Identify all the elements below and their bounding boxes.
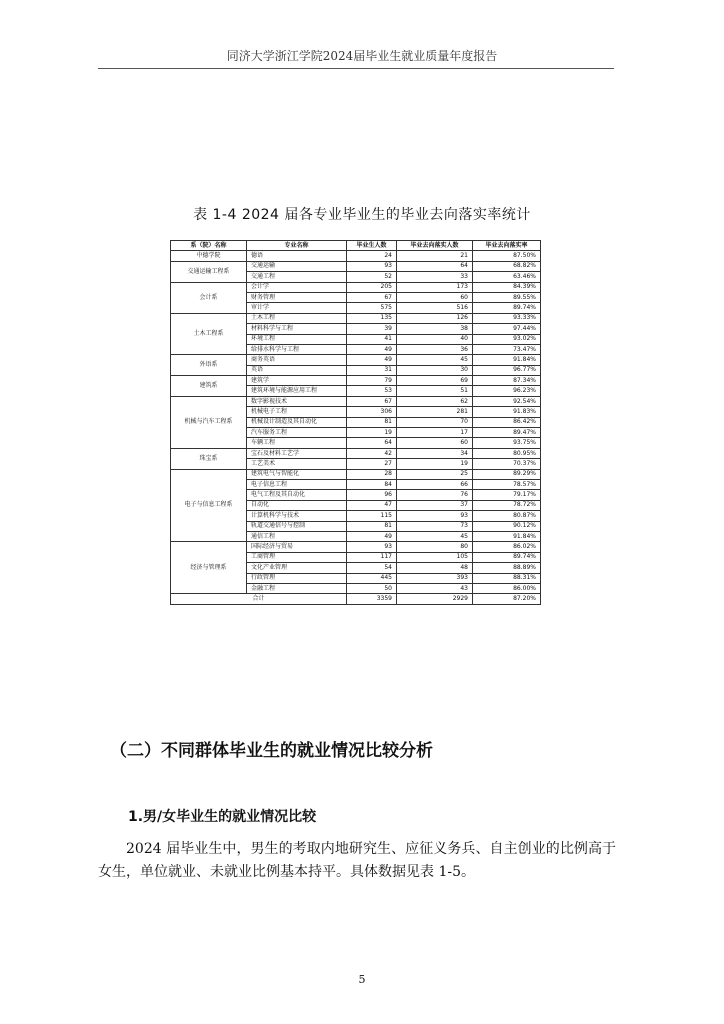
department-cell: 土木工程系 xyxy=(171,313,247,355)
table-total-row xyxy=(171,594,541,604)
table-row xyxy=(171,355,541,365)
rate-cell: 96.77% xyxy=(473,365,541,375)
rate-cell: 92.54% xyxy=(473,396,541,406)
placed-cell: 21 xyxy=(397,251,473,261)
major-cell: 给排水科学与工程 xyxy=(247,344,347,354)
table-row xyxy=(171,469,541,479)
total-graduates-cell: 3359 xyxy=(347,594,397,604)
major-cell: 车辆工程 xyxy=(247,438,347,448)
major-cell: 宝石及材料工艺学 xyxy=(247,448,347,458)
placed-cell: 43 xyxy=(397,583,473,593)
rate-cell: 89.55% xyxy=(473,292,541,302)
major-cell: 材料科学与工程 xyxy=(247,324,347,334)
graduates-cell: 42 xyxy=(347,448,397,458)
department-cell: 交通运输工程系 xyxy=(171,261,247,282)
rate-cell: 80.87% xyxy=(473,511,541,521)
rate-cell: 91.84% xyxy=(473,531,541,541)
rate-cell: 68.82% xyxy=(473,261,541,271)
graduates-cell: 27 xyxy=(347,459,397,469)
rate-cell: 93.02% xyxy=(473,334,541,344)
graduates-cell: 96 xyxy=(347,490,397,500)
department-cell: 经济与管理系 xyxy=(171,542,247,594)
major-cell: 土木工程 xyxy=(247,313,347,323)
graduates-cell: 49 xyxy=(347,355,397,365)
placed-cell: 105 xyxy=(397,552,473,562)
column-header: 毕业去向落实人数 xyxy=(397,241,473,251)
major-cell: 交通运输 xyxy=(247,261,347,271)
graduates-cell: 81 xyxy=(347,521,397,531)
placed-cell: 38 xyxy=(397,324,473,334)
graduates-cell: 306 xyxy=(347,407,397,417)
graduates-cell: 67 xyxy=(347,292,397,302)
major-cell: 交通工程 xyxy=(247,272,347,282)
placed-cell: 60 xyxy=(397,292,473,302)
graduates-cell: 28 xyxy=(347,469,397,479)
major-cell: 环境工程 xyxy=(247,334,347,344)
major-cell: 建筑电气与智能化 xyxy=(247,469,347,479)
running-header: 同济大学浙江学院2024届毕业生就业质量年度报告 xyxy=(226,49,498,63)
rate-cell: 93.75% xyxy=(473,438,541,448)
rate-cell: 78.72% xyxy=(473,500,541,510)
placed-cell: 37 xyxy=(397,500,473,510)
table-row xyxy=(171,542,541,552)
placed-cell: 36 xyxy=(397,344,473,354)
graduates-cell: 115 xyxy=(347,511,397,521)
total-placed-cell: 2929 xyxy=(397,594,473,604)
placed-cell: 48 xyxy=(397,563,473,573)
placed-cell: 62 xyxy=(397,396,473,406)
department-cell: 外语系 xyxy=(171,355,247,376)
graduates-cell: 53 xyxy=(347,386,397,396)
table-row xyxy=(171,448,541,458)
table-row xyxy=(171,376,541,386)
graduates-cell: 81 xyxy=(347,417,397,427)
graduates-cell: 24 xyxy=(347,251,397,261)
major-cell: 工商管理 xyxy=(247,552,347,562)
section-heading: （二）不同群体毕业生的就业情况比较分析 xyxy=(110,741,433,761)
placed-cell: 80 xyxy=(397,542,473,552)
rate-cell: 90.12% xyxy=(473,521,541,531)
rate-cell: 63.46% xyxy=(473,272,541,282)
rate-cell: 88.89% xyxy=(473,563,541,573)
graduates-cell: 445 xyxy=(347,573,397,583)
major-cell: 商务英语 xyxy=(247,355,347,365)
total-rate-cell: 87.20% xyxy=(473,594,541,604)
rate-cell: 86.42% xyxy=(473,417,541,427)
department-cell: 会计系 xyxy=(171,282,247,313)
major-cell: 行政管理 xyxy=(247,573,347,583)
major-cell: 机械电子工程 xyxy=(247,407,347,417)
placed-cell: 93 xyxy=(397,511,473,521)
major-cell: 电子信息工程 xyxy=(247,479,347,489)
graduates-cell: 49 xyxy=(347,531,397,541)
major-cell: 审计学 xyxy=(247,303,347,313)
graduates-cell: 31 xyxy=(347,365,397,375)
major-cell: 工艺美术 xyxy=(247,459,347,469)
placed-cell: 281 xyxy=(397,407,473,417)
rate-cell: 91.83% xyxy=(473,407,541,417)
graduates-cell: 50 xyxy=(347,583,397,593)
major-cell: 建筑环境与能源应用工程 xyxy=(247,386,347,396)
graduates-cell: 64 xyxy=(347,438,397,448)
major-cell: 国际经济与贸易 xyxy=(247,542,347,552)
department-cell: 中德学院 xyxy=(171,251,247,261)
rate-cell: 86.00% xyxy=(473,583,541,593)
rate-cell: 89.29% xyxy=(473,469,541,479)
table-caption: 表 1-4 2024 届各专业毕业生的毕业去向落实率统计 xyxy=(193,207,531,223)
graduates-cell: 575 xyxy=(347,303,397,313)
department-cell: 建筑系 xyxy=(171,376,247,397)
major-cell: 机械设计制造及其自动化 xyxy=(247,417,347,427)
placed-cell: 45 xyxy=(397,355,473,365)
rate-cell: 89.74% xyxy=(473,303,541,313)
rate-cell: 89.74% xyxy=(473,552,541,562)
graduates-cell: 93 xyxy=(347,261,397,271)
placed-cell: 40 xyxy=(397,334,473,344)
department-cell: 机械与汽车工程系 xyxy=(171,396,247,448)
table-row xyxy=(171,261,541,271)
placed-cell: 30 xyxy=(397,365,473,375)
graduates-cell: 205 xyxy=(347,282,397,292)
sub-heading: 1.男/女毕业生的就业情况比较 xyxy=(128,809,317,825)
placed-cell: 70 xyxy=(397,417,473,427)
major-cell: 数字影视技术 xyxy=(247,396,347,406)
placed-cell: 33 xyxy=(397,272,473,282)
placed-cell: 69 xyxy=(397,376,473,386)
major-cell: 德语 xyxy=(247,251,347,261)
major-cell: 通信工程 xyxy=(247,531,347,541)
placed-cell: 19 xyxy=(397,459,473,469)
major-cell: 会计学 xyxy=(247,282,347,292)
table-row xyxy=(171,282,541,292)
rate-cell: 91.84% xyxy=(473,355,541,365)
placed-cell: 17 xyxy=(397,428,473,438)
major-cell: 英语 xyxy=(247,365,347,375)
placed-cell: 25 xyxy=(397,469,473,479)
rate-cell: 88.31% xyxy=(473,573,541,583)
placed-cell: 173 xyxy=(397,282,473,292)
rate-cell: 73.47% xyxy=(473,344,541,354)
graduates-cell: 84 xyxy=(347,479,397,489)
graduates-cell: 47 xyxy=(347,500,397,510)
placed-cell: 60 xyxy=(397,438,473,448)
major-cell: 计算机科学与技术 xyxy=(247,511,347,521)
department-cell: 电子与信息工程系 xyxy=(171,469,247,542)
table-row xyxy=(171,396,541,406)
rate-cell: 86.02% xyxy=(473,542,541,552)
graduates-cell: 79 xyxy=(347,376,397,386)
major-cell: 金融工程 xyxy=(247,583,347,593)
table-body xyxy=(171,251,541,604)
column-header: 毕业去向落实率 xyxy=(473,241,541,251)
table-header-row xyxy=(171,241,541,251)
column-header: 毕业生人数 xyxy=(347,241,397,251)
rate-cell: 79.17% xyxy=(473,490,541,500)
placed-cell: 73 xyxy=(397,521,473,531)
graduates-cell: 39 xyxy=(347,324,397,334)
placed-cell: 64 xyxy=(397,261,473,271)
body-paragraph: 2024 届毕业生中，男生的考取内地研究生、应征义务兵、自主创业的比例高于女生，单位就业、未就业比例基本持平。具体数据见表 1-5。 xyxy=(98,841,616,880)
header-divider xyxy=(98,68,614,69)
rate-cell: 89.47% xyxy=(473,428,541,438)
major-cell: 电气工程及其自动化 xyxy=(247,490,347,500)
graduates-cell: 67 xyxy=(347,396,397,406)
major-cell: 汽车服务工程 xyxy=(247,428,347,438)
placed-cell: 34 xyxy=(397,448,473,458)
graduates-cell: 135 xyxy=(347,313,397,323)
rate-cell: 70.37% xyxy=(473,459,541,469)
graduates-cell: 41 xyxy=(347,334,397,344)
placed-cell: 126 xyxy=(397,313,473,323)
placed-cell: 45 xyxy=(397,531,473,541)
table-row xyxy=(171,251,541,261)
placed-cell: 76 xyxy=(397,490,473,500)
graduates-cell: 49 xyxy=(347,344,397,354)
placed-cell: 516 xyxy=(397,303,473,313)
rate-cell: 97.44% xyxy=(473,324,541,334)
graduates-cell: 54 xyxy=(347,563,397,573)
column-header: 系（院）名称 xyxy=(171,241,247,251)
placed-cell: 393 xyxy=(397,573,473,583)
placed-cell: 66 xyxy=(397,479,473,489)
placed-cell: 51 xyxy=(397,386,473,396)
graduates-cell: 19 xyxy=(347,428,397,438)
rate-cell: 87.50% xyxy=(473,251,541,261)
page-number: 5 xyxy=(358,973,366,986)
total-label-cell: 合计 xyxy=(171,594,347,604)
rate-cell: 87.34% xyxy=(473,376,541,386)
major-cell: 文化产业管理 xyxy=(247,563,347,573)
rate-cell: 78.57% xyxy=(473,479,541,489)
graduates-cell: 117 xyxy=(347,552,397,562)
rate-cell: 80.95% xyxy=(473,448,541,458)
major-cell: 轨道交通信号与控制 xyxy=(247,521,347,531)
rate-cell: 93.33% xyxy=(473,313,541,323)
table-row xyxy=(171,313,541,323)
column-header: 专业名称 xyxy=(247,241,347,251)
rate-cell: 84.39% xyxy=(473,282,541,292)
department-cell: 珠宝系 xyxy=(171,448,247,469)
graduates-cell: 52 xyxy=(347,272,397,282)
rate-cell: 96.23% xyxy=(473,386,541,396)
major-cell: 自动化 xyxy=(247,500,347,510)
placement-rate-table xyxy=(170,240,541,605)
graduates-cell: 93 xyxy=(347,542,397,552)
major-cell: 财务管理 xyxy=(247,292,347,302)
major-cell: 建筑学 xyxy=(247,376,347,386)
